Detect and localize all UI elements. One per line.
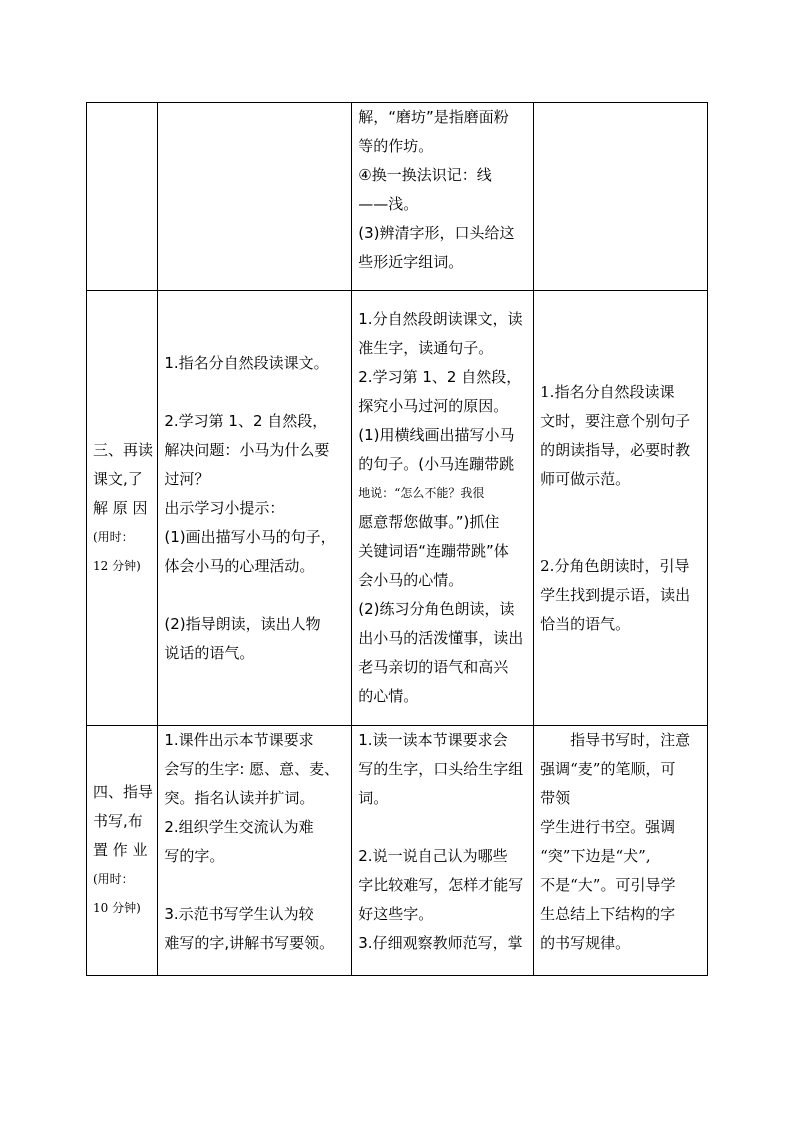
cell-text-line: 会小马的心情。: [358, 571, 464, 589]
cell-text-line: 些形近字组词。: [358, 253, 464, 271]
cell-text-line: 难写的字,讲解书写要领。: [164, 934, 335, 952]
cell-text-line: (2)指导朗读，读出人物: [164, 614, 321, 633]
cell-text-line: 2.学习第 1、2 自然段，: [164, 411, 328, 430]
stage-cell: [87, 291, 158, 726]
stage-time: (用时：: [93, 872, 134, 886]
note-line: 带领: [540, 789, 571, 807]
notes-cell: [534, 726, 708, 976]
cell-text-line: 出小马的活泼懂事，读出: [358, 629, 524, 647]
note-line: 师可做示范。: [540, 469, 631, 488]
stage-label: 置 作 业: [93, 841, 148, 859]
cell-text-line: 好这些字。: [358, 905, 434, 923]
cell-text-line: 1.指名分自然段读课文。: [164, 353, 329, 372]
cell-text-line: (1)画出描写小马的句子，: [164, 527, 336, 546]
cell-text-line: 3.仔细观察教师范写，掌: [358, 934, 523, 952]
spacer: [540, 523, 701, 552]
note-line: 生总结上下结构的字: [540, 905, 676, 923]
table-row: [87, 726, 708, 976]
cell-text-line: (3)辨清字形，口头给这: [358, 224, 515, 242]
cell-text-line: 1.分自然段朗读课文，读: [358, 310, 523, 328]
student-activity-cell: [352, 103, 534, 291]
cell-text-line: 等的作坊。: [358, 137, 434, 155]
note-line: 文时，要注意个别句子: [540, 411, 691, 430]
note-line: 不是“大”。可引导学: [540, 876, 676, 894]
cell-text-line: 词。: [358, 789, 389, 807]
note-line: 指导书写时，注意: [570, 731, 691, 749]
cell-text-line: 地说：“怎么不能？我很: [358, 486, 485, 500]
cell-text-line: 2.学习第 1、2 自然段，: [358, 368, 522, 386]
stage-cell: [87, 103, 158, 291]
student-activity-cell: [352, 291, 534, 726]
cell-text-line: 突。指名认读并扩词。: [164, 789, 315, 807]
cell-text-line: 关键词语“连蹦带跳”体: [358, 542, 509, 560]
stage-time: 10 分钟): [93, 901, 141, 915]
note-line: 2.分角色朗读时，引导: [540, 556, 690, 575]
cell-text-line: 写的生字，口头给生字组: [358, 760, 524, 778]
stage-cell: [87, 726, 158, 976]
stage-label: 四、指导: [93, 783, 154, 801]
teacher-activity-cell: [158, 103, 352, 291]
stage-label: 解 原 因: [93, 498, 148, 517]
cell-text-line: 会写的生字: 愿、意、麦、: [164, 760, 340, 778]
notes-cell: [534, 291, 708, 726]
table-row: [87, 291, 708, 726]
cell-text-line: 说话的语气。: [164, 643, 255, 662]
cell-text-line: 解决问题：小马为什么要: [164, 440, 330, 459]
note-line: “突”下边是“犬”,: [540, 847, 651, 865]
note-line: 恰当的语气。: [540, 614, 631, 633]
spacer: [164, 378, 345, 407]
stage-time: 12 分钟): [93, 558, 141, 573]
cell-text-line: 的句子。(小马连蹦带跳: [358, 455, 515, 473]
cell-text-line: 1.读一读本节课要求会: [358, 731, 508, 749]
cell-text-line: 3.示范书写学生认为较: [164, 905, 314, 923]
cell-text-line: (2)练习分角色朗读，读: [358, 600, 515, 618]
spacer: [540, 494, 701, 523]
spacer: [164, 581, 345, 610]
lesson-plan-table: [86, 102, 708, 976]
note-line: 学生找到提示语，读出: [540, 585, 691, 604]
cell-text-line: 老马亲切的语气和高兴: [358, 658, 509, 676]
stage-label: 书写,布: [93, 812, 143, 830]
note-line: 的朗读指导，必要时教: [540, 440, 691, 459]
note-line: 强调“麦”的笔顺，可: [540, 760, 676, 778]
cell-text-line: (1)用横线画出描写小马: [358, 426, 515, 444]
teacher-activity-cell: [158, 291, 352, 726]
note-line: 学生进行书空。强调: [540, 818, 676, 836]
cell-text-line: 的心情。: [358, 687, 419, 705]
note-line: 1.指名分自然段读课: [540, 382, 675, 401]
table-row: [87, 103, 708, 291]
spacer: [358, 813, 527, 842]
cell-text-line: 2.说一说自己认为哪些: [358, 847, 508, 865]
cell-text-line: 1.课件出示本节课要求: [164, 731, 314, 749]
cell-text-line: 字比较难写，怎样才能写: [358, 876, 524, 894]
teacher-activity-cell: [158, 726, 352, 976]
student-activity-cell: [352, 726, 534, 976]
note-line: 的书写规律。: [540, 934, 631, 952]
spacer: [164, 871, 345, 900]
cell-text-line: 写的字。: [164, 847, 225, 865]
cell-text-line: 出示学习小提示：: [164, 498, 285, 517]
stage-label: 课文,了: [93, 469, 143, 488]
cell-text-line: 过河？: [164, 469, 210, 488]
stage-time: (用时：: [93, 529, 134, 544]
cell-text-line: ——浅。: [358, 195, 419, 213]
stage-label: 三、再读: [93, 440, 154, 459]
cell-text-line: 体会小马的心理活动。: [164, 556, 315, 575]
cell-text-line: ④换一换法识记：线: [358, 166, 492, 184]
cell-text-line: 解，“磨坊”是指磨面粉: [358, 108, 509, 126]
cell-text-line: 探究小马过河的原因。: [358, 397, 509, 415]
notes-cell: [534, 103, 708, 291]
cell-text-line: 准生字，读通句子。: [358, 339, 494, 357]
cell-text-line: 2.组织学生交流认为难: [164, 818, 314, 836]
cell-text-line: 愿意帮您做事。”)抓住: [358, 513, 500, 531]
